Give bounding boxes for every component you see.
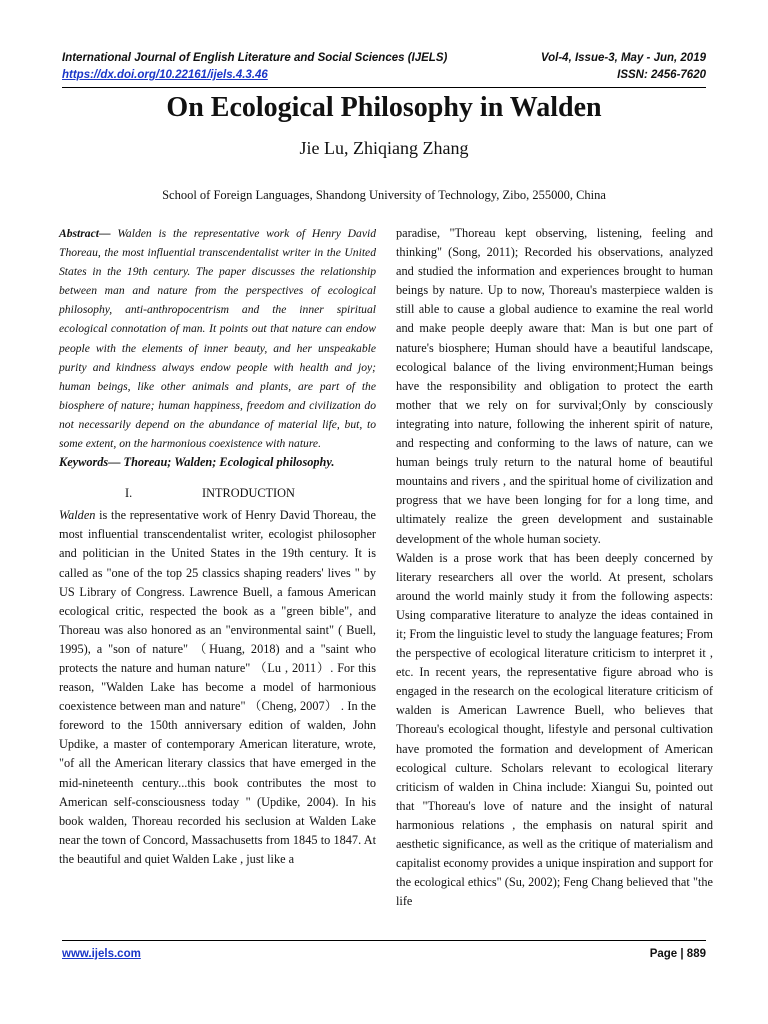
journal-header-top [62, 52, 706, 68]
section-heading [59, 484, 376, 502]
website-link[interactable]: www.ijels.com [62, 948, 141, 960]
paper-authors: Jie Lu, Zhiqiang Zhang [299, 138, 469, 158]
paper-title: On Ecological Philosophy in Walden [166, 92, 602, 123]
header-divider [62, 87, 706, 88]
intro-paragraph-1-continued: paradise, "Thoreau kept observing, listening, feeling and thinking" (Song, 2011); Recorded his observations, analyzed and studied the information and experiences brought to human beings by nature. Up to now, Thoreau's masterpiece walden is still able to cause a global audience to examine the real world and make people deeply aware that: Man is but one part of nature's biosphere; Human should have a beautiful landscape, ecological balance of the living environment;Human beings have the responsibility and obligation to protect the earth mother that we rely on for survival;Only by consciously integrating into nature, following the inherent spirit of nature, and respecting and conforming to the laws of nature, can we human beings truly return to the natural home of beautiful mountains and rivers , and the spiritual home of civilization and progress that we have been longing for for a long time, and ultimately realize the green development and sustainable development of the whole human society. [396, 226, 713, 546]
abstract-text: Walden is the representative work of Henry David Thoreau, the most influential transcendentalist writer in the United States in the 19th century. The paper discusses the relationship between man and nature from the perspectives of ecological philosophy, anti-anthropocentrism and the inner spiritual ecological connotation of man. It points out that nature can endow people with the elements of inner beauty, and her unspeakable purity and kindness always endow people with health and joy; human beings, like other animals and plants, are part of the biosphere of nature; human happiness, freedom and civilization do not necessarily depend on the abundance of material life, but, to some extent, on the harmonious coexistence with nature. [59, 227, 376, 451]
journal-header-bottom [62, 69, 706, 85]
issue-info: Vol-4, Issue-3, May - Jun, 2019 [540, 52, 706, 64]
page-footer [62, 948, 706, 964]
journal-name: International Journal of English Literature and Social Sciences (IJELS) [62, 52, 448, 64]
footer-divider [62, 940, 706, 941]
keywords: Keywords— Thoreau; Walden; Ecological philosophy. [59, 455, 335, 470]
section-number: I. [125, 486, 133, 501]
doi-link[interactable]: https://dx.doi.org/10.22161/ijels.4.3.46 [62, 69, 268, 81]
intro-paragraph-1 [59, 506, 376, 869]
abstract [59, 224, 376, 453]
issn: ISSN: 2456-7620 [617, 69, 706, 81]
section-title: INTRODUCTION [202, 486, 295, 501]
intro-paragraph-1-text: is the representative work of Henry David Thoreau, the most influential transcendentalist writer, ecologist philosopher and politician in the United States in the 19th century. It is called as "one of the top 25 classics shaping readers' lives " by US Library of Congress. Lawrence Buell, a famous American ecological critic, respected the book as a "green bible", and Thoreau was also honored as an "environmental saint" ( Buell, 1995), a "son of nature" （Huang, 2018) and a "saint who protects the nature and human nature" （Lu , 2011）. For this reason, "Walden Lake has become a model of harmonious coexistence between man and nature" （Cheng, 2007） . In the foreword to the 150th anniversary edition of walden, John Updike, a master of contemporary American literature, wrote, "of all the American literary classics that have emerged in the mid-nineteenth century...this book contributes the most to American self-consciousness today " (Updike, 2004). In his book walden, Thoreau recorded his seclusion at Walden Lake near the town of Concord, Massachusetts from 1845 to 1847. At the beautiful and quiet Walden Lake , just like a [59, 508, 376, 866]
left-column [59, 224, 376, 869]
abstract-label: Abstract— [59, 227, 111, 240]
walden-word: Walden [59, 508, 96, 523]
intro-paragraph-2: Walden is a prose work that has been deeply concerned by literary researchers all over the world. At present, scholars around the world mainly study it from the following aspects: Using comparative literature to analyze the ideas contained in it; From the linguistic level to study the language features; From the perspective of ecological literature criticism to interpret it , etc. In recent years, the representative figure abroad who is engaged in the research on the ecological literature criticism of walden is American Lawrence Buell, who believes that Thoreau's ecological thought, lifestyle and personal cultivation have promoted the formation and development of American ecological culture. Scholars relevant to ecological literary criticism of walden in China include: Xiangui Su, pointed out that "Thoreau's love of nature and the insight of natural harmonious relations , the emphasis on natural spirit and aesthetic significance, as well as the critique of materialism and capitalist economy provides a unique inspiration and support for the ecological ethics" (Su, 2002); Feng Chang believed that "the life [396, 550, 713, 909]
right-column [396, 224, 713, 911]
paper-affiliation: School of Foreign Languages, Shandong University of Technology, Zibo, 255000, China [162, 188, 606, 202]
page-number: Page | 889 [649, 948, 706, 960]
